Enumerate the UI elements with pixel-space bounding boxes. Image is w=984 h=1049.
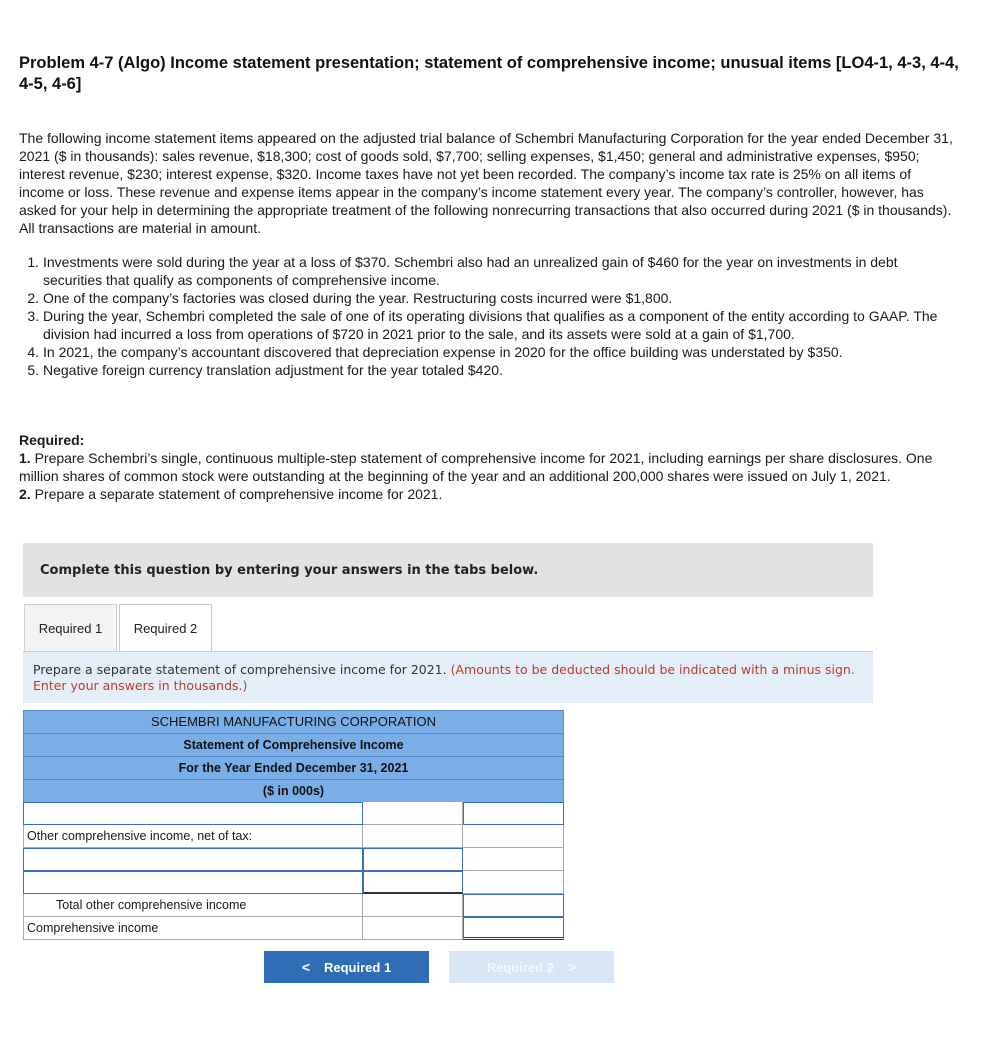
- total-oci-label: Total other comprehensive income: [23, 894, 363, 917]
- list-item-number: 2.: [27, 290, 39, 306]
- list-item-text: In 2021, the company’s accountant discovered that depreciation expense in 2020 for the office building was understated by $350.: [43, 344, 843, 360]
- prev-button-label: Required 1: [324, 959, 392, 975]
- table-row: [23, 848, 564, 871]
- required-2: [19, 485, 959, 503]
- comprehensive-income-amount-input[interactable]: [463, 917, 564, 940]
- table-row: [23, 802, 564, 825]
- list-item-text: Negative foreign currency translation adjustment for the year totaled $420.: [43, 362, 503, 378]
- statement-name: Statement of Comprehensive Income: [23, 733, 564, 756]
- empty-cell: [463, 871, 564, 894]
- net-income-amount-input[interactable]: [463, 802, 564, 825]
- tab-required-2[interactable]: Required 2: [119, 604, 212, 652]
- list-item-text: During the year, Schembri completed the sale of one of its operating divisions that qualifies as a component of the entity according to GAAP. The division had incurred a loss from operations of $720 in 2021 prior to the sale, and its assets were sold at a gain of $1,700.: [43, 308, 938, 342]
- statement-period: For the Year Ended December 31, 2021: [23, 756, 564, 779]
- required-section: [19, 431, 959, 503]
- list-item-text: Investments were sold during the year at a loss of $370. Schembri also had an unrealized gain of $460 for the year on investments in debt securities that qualify as components of comprehensive income.: [43, 254, 898, 288]
- empty-cell: [463, 848, 564, 871]
- required-1-number: 1.: [19, 450, 31, 466]
- table-row: [23, 825, 564, 848]
- instruction-text: Prepare a separate statement of comprehensive income for 2021.: [33, 662, 447, 677]
- prev-required-button[interactable]: [264, 951, 429, 983]
- oci-item-2-amount-input[interactable]: [363, 871, 463, 894]
- table-row: [23, 871, 564, 894]
- empty-cell: [363, 894, 463, 917]
- problem-intro: The following income statement items appeared on the adjusted trial balance of Schembri Manufacturing Corporation for the year ended December 31, 2021 ($ in thousands): sales revenue, $18,300; cost of goods sold, $7,700; selling expenses, $1,450; general and administrative expenses, $950; interest revenue, $230; interest expense, $320. Income taxes have not yet been recorded. The company’s income tax rate is 25% on all items of income or loss. These revenue and expense items appear in the company’s income statement every year. The company’s controller, however, has asked for your help in determining the appropriate treatment of the following nonrecurring transactions that also occurred during 2021 ($ in thousands). All transactions are material in amount.: [19, 130, 953, 236]
- chevron-left-icon: <: [301, 959, 310, 975]
- list-item-number: 3.: [27, 308, 39, 324]
- required-1: [19, 449, 959, 485]
- list-item-number: 5.: [27, 362, 39, 378]
- oci-item-1-label-input[interactable]: [23, 848, 363, 871]
- chevron-right-icon: >: [568, 959, 577, 975]
- tab-required-1[interactable]: Required 1: [24, 604, 117, 652]
- required-1-text: Prepare Schembri’s single, continuous multiple-step statement of comprehensive income for 2021, including earnings per share disclosures. One million shares of common stock were outstanding at the beginning of the year and an additional 200,000 shares were issued on July 1, 2021.: [19, 450, 933, 484]
- list-item: [19, 289, 959, 307]
- required-2-text: Prepare a separate statement of comprehensive income for 2021.: [34, 486, 443, 502]
- list-item: [19, 361, 959, 379]
- statement-units: ($ in 000s): [23, 779, 564, 802]
- next-required-button[interactable]: [449, 951, 614, 983]
- next-button-label: Required 2: [486, 959, 554, 975]
- comprehensive-income-label: Comprehensive income: [23, 917, 363, 940]
- table-row: [23, 894, 564, 917]
- tab-instruction: [23, 651, 873, 703]
- empty-cell: [463, 825, 564, 848]
- list-item: [19, 253, 959, 289]
- empty-cell: [363, 825, 463, 848]
- table-row: [23, 917, 564, 940]
- empty-cell: [363, 917, 463, 940]
- instructions-banner: Complete this question by entering your answers in the tabs below.: [23, 543, 873, 597]
- list-item-number: 4.: [27, 344, 39, 360]
- required-heading: Required:: [19, 432, 85, 448]
- required-2-number: 2.: [19, 486, 31, 502]
- transaction-list: [19, 253, 959, 379]
- list-item-number: 1.: [27, 254, 39, 270]
- list-item: [19, 307, 959, 343]
- oci-item-2-label-input[interactable]: [23, 871, 363, 894]
- problem-title: Problem 4-7 (Algo) Income statement presentation; statement of comprehensive income; unusual items [LO4-1, 4-3, 4-4, 4-5, 4-6]: [19, 54, 959, 93]
- list-item: [19, 343, 959, 361]
- oci-item-1-amount-input[interactable]: [363, 848, 463, 871]
- statement-table: [23, 710, 564, 940]
- empty-cell: [363, 802, 463, 825]
- list-item-text: One of the company’s factories was closed during the year. Restructuring costs incurred were $1,800.: [43, 290, 673, 306]
- statement-company: SCHEMBRI MANUFACTURING CORPORATION: [23, 710, 564, 733]
- oci-heading: Other comprehensive income, net of tax:: [23, 825, 363, 848]
- net-income-label-input[interactable]: [23, 802, 363, 825]
- total-oci-amount-input[interactable]: [463, 894, 564, 917]
- instruction-hint: (Amounts to be deducted should be indicated with a minus sign. Enter your answers in thousands.): [33, 662, 855, 693]
